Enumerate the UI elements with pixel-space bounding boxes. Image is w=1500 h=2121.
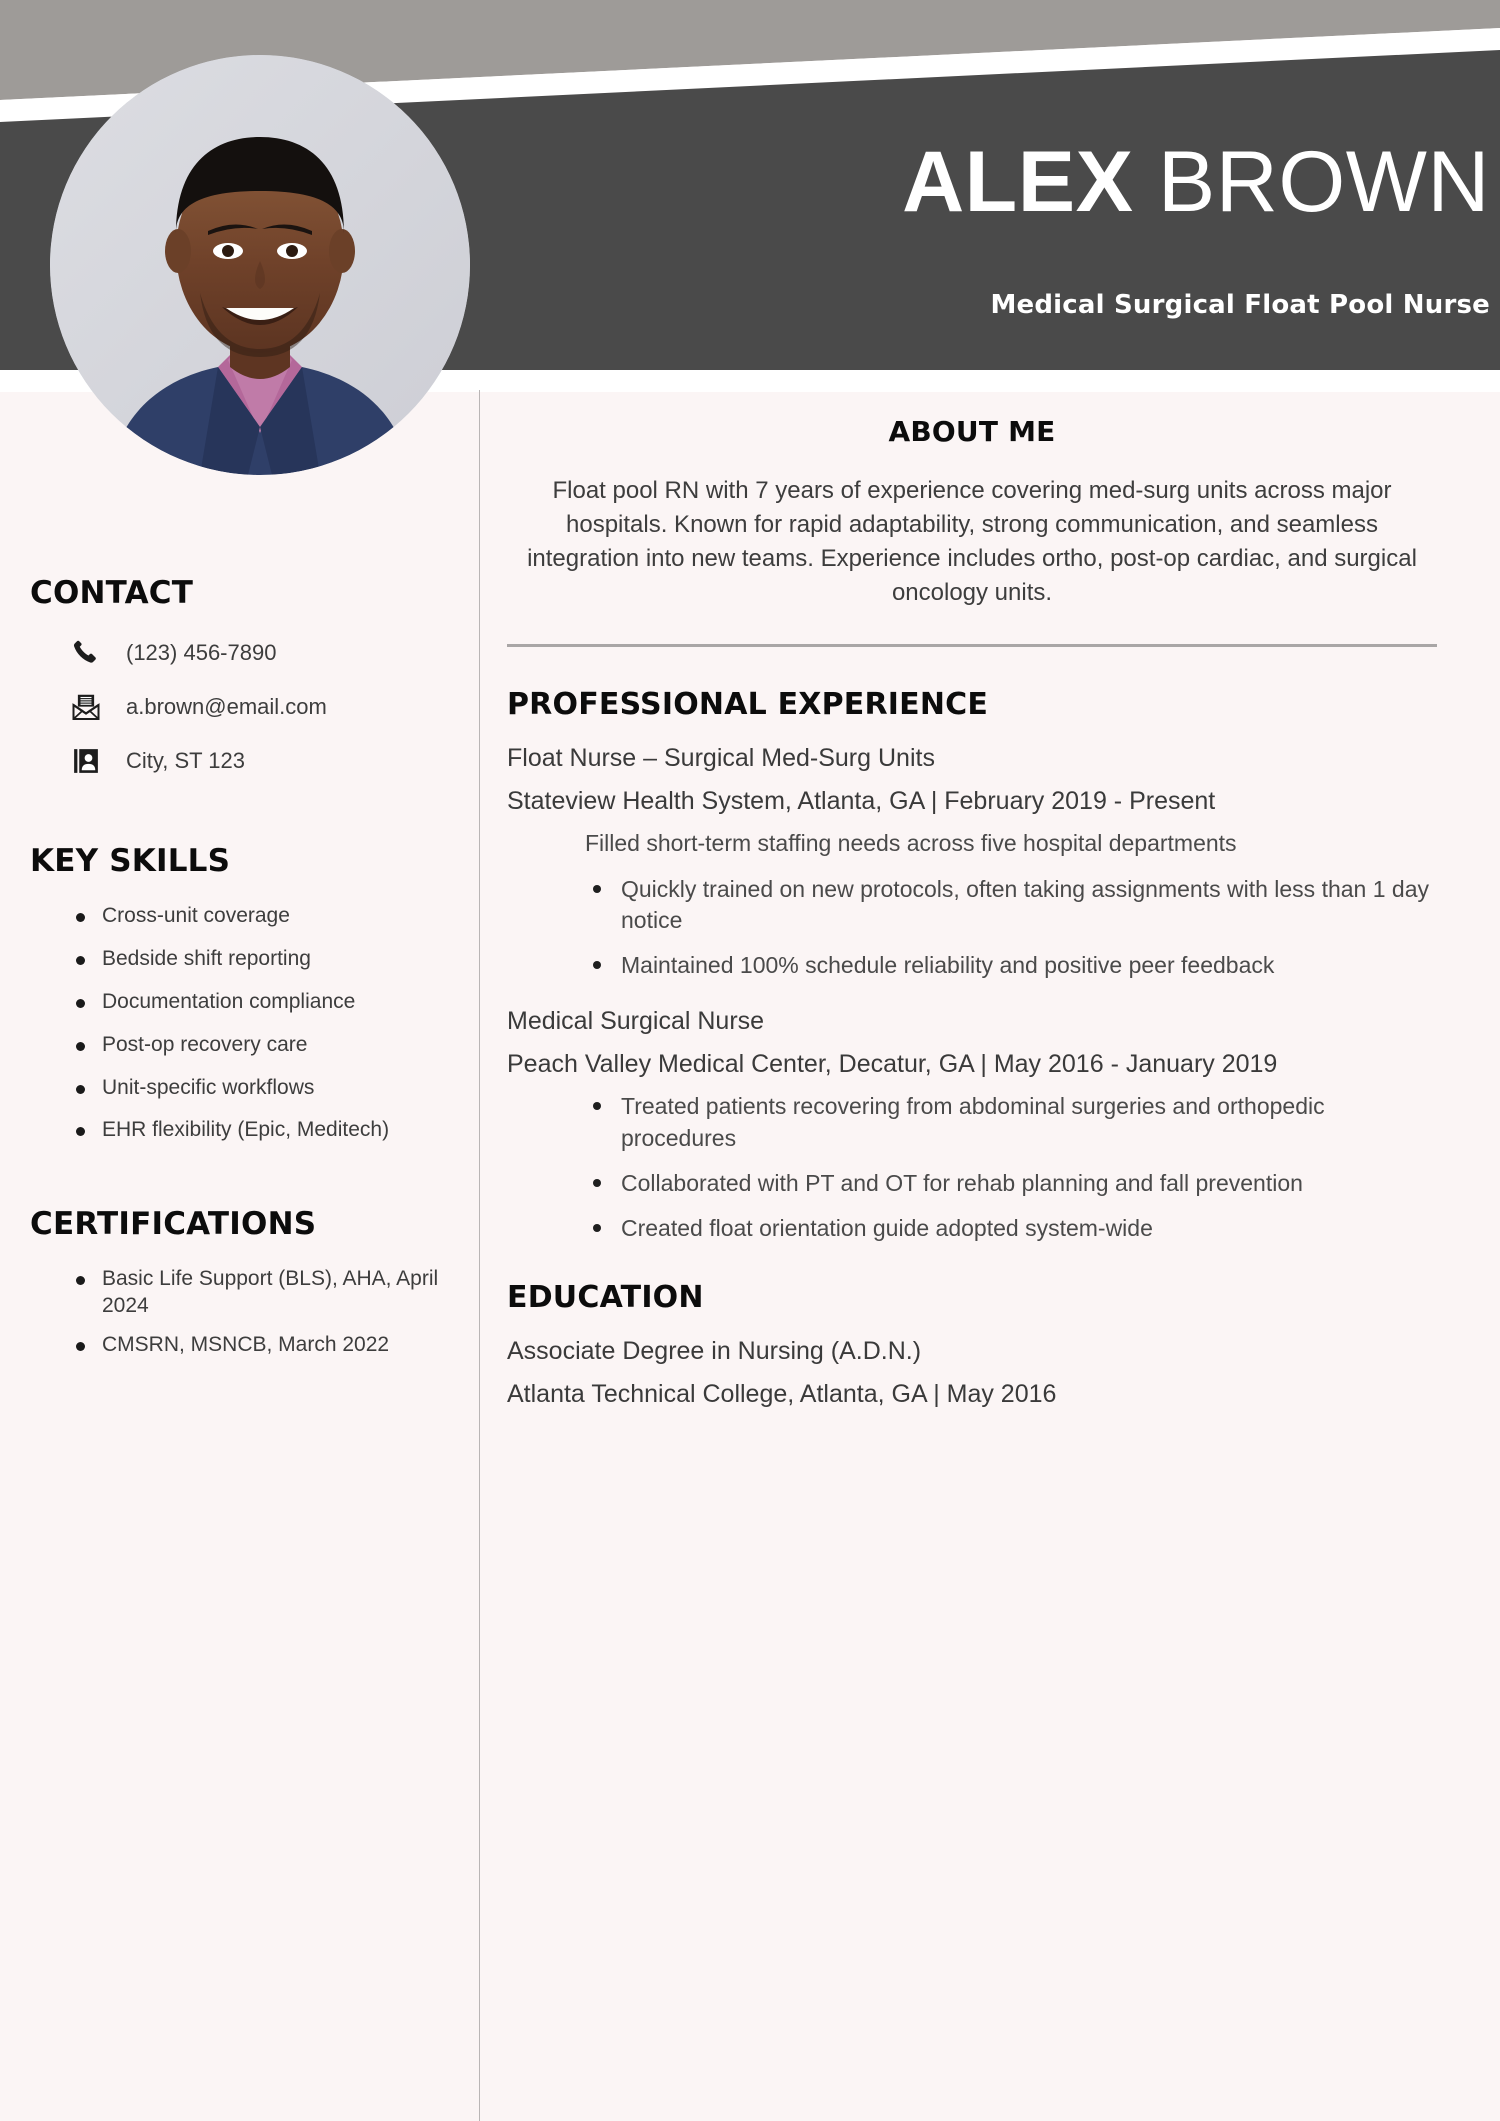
envelope-icon xyxy=(68,689,104,725)
location-value: City, ST 123 xyxy=(126,748,246,773)
list-item: CMSRN, MSNCB, March 2022 xyxy=(68,1332,455,1359)
last-name: BROWN xyxy=(1157,134,1490,230)
contact-heading: CONTACT xyxy=(30,575,194,611)
skills-list xyxy=(30,903,455,1144)
certifications-list xyxy=(30,1266,455,1359)
list-item: Maintained 100% schedule reliability and positive peer feedback xyxy=(585,950,1437,981)
education-degree: Associate Degree in Nursing (A.D.N.) xyxy=(507,1337,922,1366)
contact-item-email[interactable] xyxy=(30,689,455,725)
profile-photo xyxy=(50,55,470,475)
email-value: a.brown@email.com xyxy=(126,694,327,719)
job-meta: Stateview Health System, Atlanta, GA | February 2019 - Present xyxy=(507,787,1216,816)
spacer xyxy=(30,797,455,843)
list-item: Basic Life Support (BLS), AHA, April 2024 xyxy=(68,1266,455,1320)
section-divider xyxy=(507,644,1437,647)
about-body: Float pool RN with 7 years of experience covering med-surg units across major hospitals. Known for rapid adaptability, strong communication, and seamless integration into new teams. Experience includes ortho, post-op cardiac, and surgical oncology units. xyxy=(527,477,1417,607)
profile-photo-image xyxy=(50,55,470,475)
list-item: Documentation compliance xyxy=(68,989,455,1016)
address-card-icon xyxy=(68,743,104,779)
main-content xyxy=(507,415,1437,1423)
job-role: Medical Surgical Nurse xyxy=(507,1007,765,1036)
list-item: Treated patients recovering from abdominal surgeries and orthopedic procedures xyxy=(585,1091,1437,1154)
job-meta: Peach Valley Medical Center, Decatur, GA | May 2016 - January 2019 xyxy=(507,1050,1278,1079)
job-role: Float Nurse – Surgical Med-Surg Units xyxy=(507,744,935,773)
list-item: Created float orientation guide adopted system-wide xyxy=(585,1213,1437,1244)
about-heading: ABOUT ME xyxy=(888,415,1056,448)
skills-heading: KEY SKILLS xyxy=(30,843,231,879)
first-name: ALEX xyxy=(902,134,1134,230)
spacer xyxy=(507,1270,1437,1280)
job-bullets xyxy=(507,1091,1437,1244)
list-item: EHR flexibility (Epic, Meditech) xyxy=(68,1117,455,1144)
list-item: Unit-specific workflows xyxy=(68,1075,455,1102)
column-divider xyxy=(479,390,480,2121)
experience-entry xyxy=(507,1007,1437,1244)
contact-item-phone[interactable] xyxy=(30,635,455,671)
candidate-name xyxy=(470,134,1490,230)
phone-icon xyxy=(68,635,104,671)
certifications-heading: CERTIFICATIONS xyxy=(30,1206,317,1243)
spacer xyxy=(30,1160,455,1206)
sidebar xyxy=(30,575,455,1371)
education-school: Atlanta Technical College, Atlanta, GA | May 2016 xyxy=(507,1380,1057,1409)
phone-value: (123) 456-7890 xyxy=(126,640,277,665)
contact-item-location[interactable] xyxy=(30,743,455,779)
experience-entry xyxy=(507,744,1437,981)
list-item: Bedside shift reporting xyxy=(68,946,455,973)
job-lead-line: Filled short-term staffing needs across five hospital departments xyxy=(585,830,1237,857)
list-item: Collaborated with PT and OT for rehab planning and fall prevention xyxy=(585,1168,1437,1199)
experience-heading: PROFESSIONAL EXPERIENCE xyxy=(507,687,989,723)
list-item: Quickly trained on new protocols, often taking assignments with less than 1 day notice xyxy=(585,874,1437,937)
list-item: Post-op recovery care xyxy=(68,1032,455,1059)
education-heading: EDUCATION xyxy=(507,1280,704,1316)
list-item: Cross-unit coverage xyxy=(68,903,455,930)
job-bullets xyxy=(507,874,1437,982)
job-title: Medical Surgical Float Pool Nurse xyxy=(990,290,1490,320)
